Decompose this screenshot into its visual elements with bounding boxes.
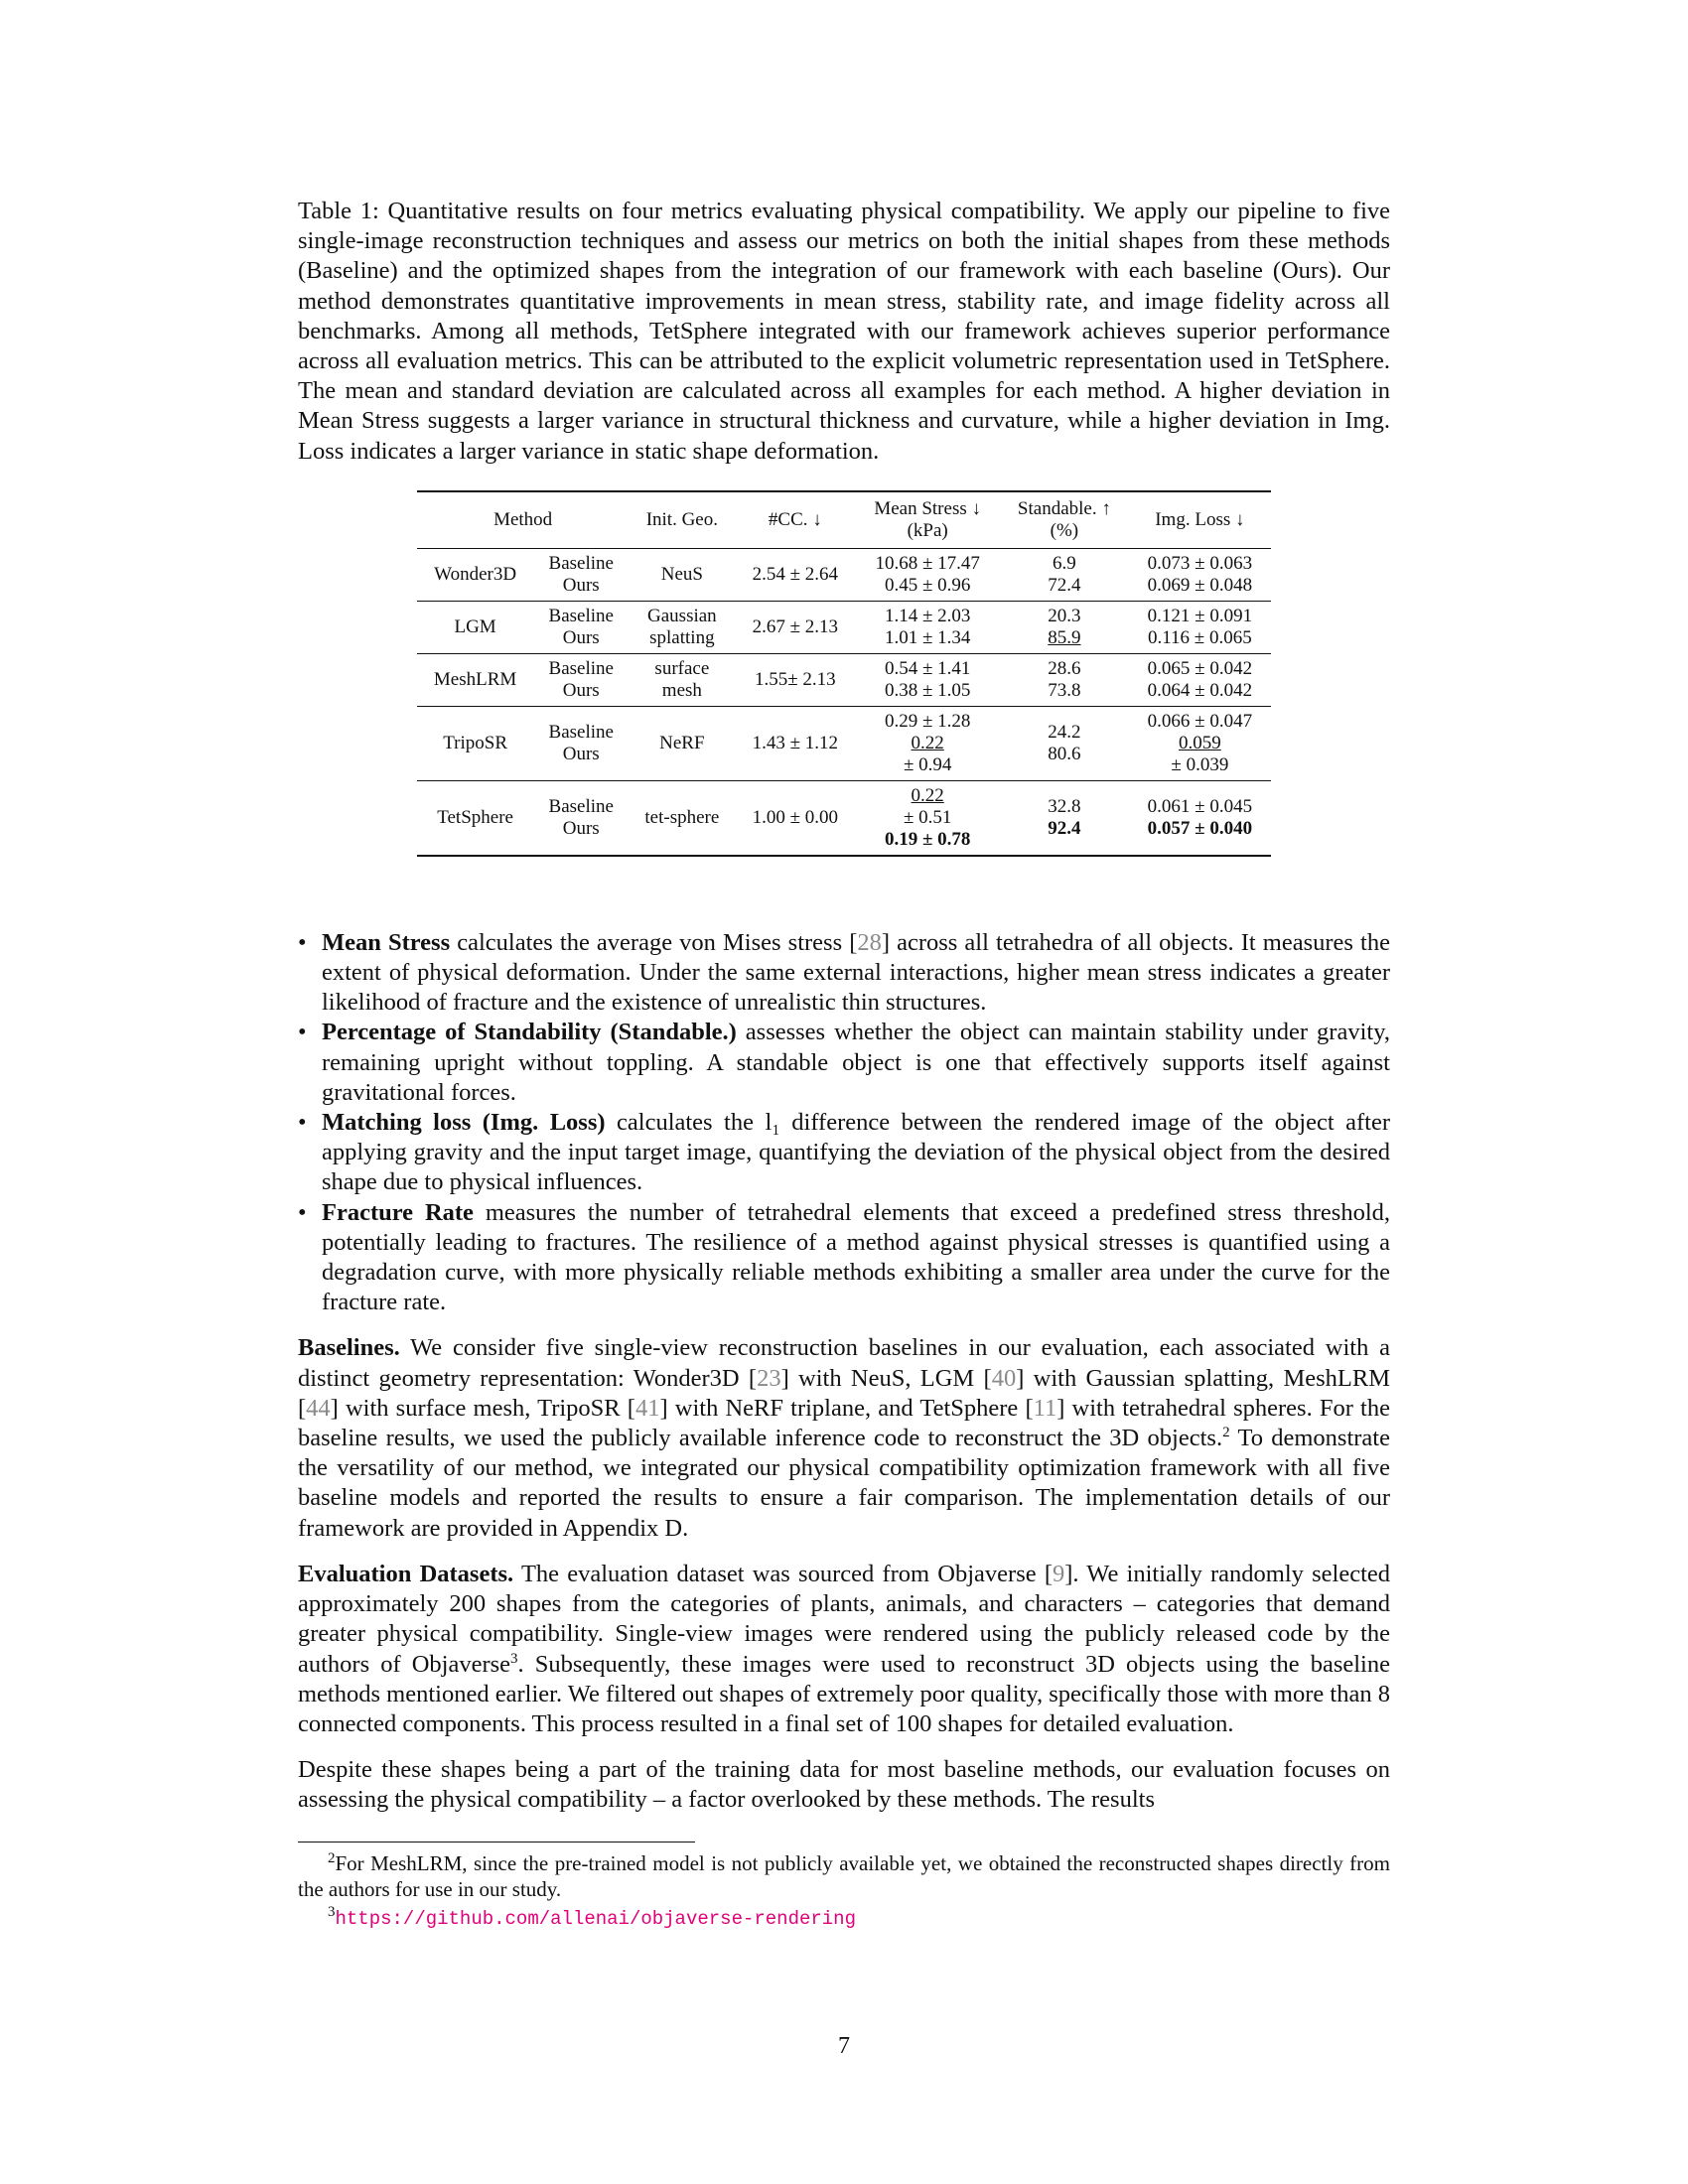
- table-header-row: [417, 491, 1271, 549]
- standable-cell: 24.2 80.6: [1048, 721, 1081, 764]
- method-name: MeshLRM: [433, 668, 517, 690]
- datasets-paragraph: Evaluation Datasets. The evaluation dataset was sourced from Objaverse [9]. We initially randomly selected approximately 200 shapes from the categories of plants, animals, and characters – categories that demand greater physical compatibility. Single-view images were rendered using the publicly released code by the authors of Objaverse$^3$. Subsequently, these images were used to reconstruct 3D objects using the baseline methods mentioned earlier. We filtered out shapes of extremely poor quality, specifically those with more than 8 connected components. This process resulted in a final set of 100 shapes for detailed evaluation.: [298, 1560, 1390, 1737]
- variant-cell: Baseline Ours: [548, 657, 614, 701]
- table-caption: Table 1: Quantitative results on four metrics evaluating physical compatibility. We apply our pipeline to five single-image reconstruction techniques and assess our metrics on both the initial shapes from these methods (Baseline) and the optimized shapes from the integration of our framework with each baseline (Ours). Our method demonstrates quantitative improvements in mean stress, stability rate, and image fidelity across all benchmarks. Among all methods, TetSphere integrated with our framework achieves superior performance across all evaluation metrics. This can be attributed to the explicit volumetric representation used in TetSphere. The mean and standard deviation are calculated across all examples for each method. A higher deviation in Mean Stress suggests a larger variance in structural thickness and curvature, while a higher deviation in Img. Loss indicates a larger variance in static shape deformation.: [298, 198, 1390, 465]
- standable-cell: 20.3 85.9: [1048, 605, 1081, 648]
- stress-cell: 10.68 ± 17.47 0.45 ± 0.96: [875, 552, 980, 596]
- init-geo-cell: tet-sphere: [644, 806, 720, 828]
- objaverse-rendering-link[interactable]: https://github.com/allenai/objaverse-rendering: [335, 1907, 856, 1930]
- footnote-mark[interactable]: 3: [510, 1650, 518, 1667]
- standable-cell: 6.9 72.4: [1048, 552, 1081, 596]
- citation-link[interactable]: 44: [306, 1394, 331, 1422]
- variant-cell: Baseline Ours: [548, 795, 614, 839]
- header-mean-stress: Mean Stress ↓ (kPa): [874, 497, 981, 541]
- init-geo-cell: NeuS: [660, 563, 703, 585]
- stress-cell: 0.22 ± 0.51 0.19 ± 0.78: [884, 784, 971, 850]
- cc-cell: 2.67 ± 2.13: [752, 615, 839, 637]
- stress-cell: 0.29 ± 1.28 0.22 ± 0.94: [884, 710, 971, 775]
- footnote-mark[interactable]: 2: [1222, 1424, 1230, 1440]
- table-row: [417, 653, 1271, 706]
- baselines-paragraph: Baselines. We consider five single-view reconstruction baselines in our evaluation, each associated with a distinct geometry representation: Wonder3D [23] with NeuS, LGM [40] with Gaussian splatting, MeshLRM [44] with surface mesh, TripoSR [41] with NeRF triplane, and TetSphere [11] with tetrahedral spheres. For the baseline results, we used the publicly available inference code to reconstruct the 3D objects.$^2$ To demonstrate the versatility of our method, we integrated our physical compatibility optimization framework with all five baseline models and reported the results to ensure a fair comparison. The implementation details of our framework are provided in Appendix D.: [298, 1334, 1390, 1542]
- list-item: • Mean Stress calculates the average von Mises stress [28] across all tetrahedra of all objects. It measures the extent of physical deformation. Under the same external interactions, higher mean stress indicates a greater likelihood of fracture and the existence of unrealistic thin structures.: [322, 928, 1390, 1019]
- method-name: Wonder3D: [434, 563, 517, 585]
- stress-cell: 0.54 ± 1.41 0.38 ± 1.05: [884, 657, 971, 701]
- cc-cell: 1.00 ± 0.00: [752, 806, 839, 828]
- metrics-list: [298, 928, 1390, 1318]
- init-geo-cell: surface mesh: [654, 657, 710, 701]
- img-loss-cell: 0.073 ± 0.063 0.069 ± 0.048: [1147, 552, 1253, 596]
- header-method: Method: [493, 508, 553, 530]
- method-name: TripoSR: [443, 732, 507, 753]
- list-item: • Fracture Rate measures the number of tetrahedral elements that exceed a predefined stress threshold, potentially leading to fractures. The resilience of a method against physical stresses is quantified using a degradation curve, with more physically reliable methods exhibiting a smaller area under the curve for the fracture rate.: [322, 1198, 1390, 1318]
- header-init-geo: Init. Geo.: [645, 508, 718, 530]
- results-paragraph: Despite these shapes being a part of the training data for most baseline methods, our evaluation focuses on assessing the physical compatibility – a factor overlooked by these methods. The results: [298, 1756, 1390, 1814]
- standable-cell: 28.6 73.8: [1048, 657, 1081, 701]
- citation-link[interactable]: 9: [1053, 1560, 1065, 1587]
- citation-link[interactable]: 28: [857, 928, 882, 956]
- cc-cell: 1.43 ± 1.12: [752, 732, 839, 753]
- header-standable: Standable. ↑ (%): [1017, 497, 1111, 541]
- table-row: [417, 780, 1271, 856]
- table-row: [417, 548, 1271, 601]
- list-item: • Percentage of Standability (Standable.) assesses whether the object can maintain stability under gravity, remaining upright without toppling. A standable object is one that effectively supports itself against gravitational forces.: [322, 1018, 1390, 1108]
- variant-cell: Baseline Ours: [548, 552, 614, 596]
- init-geo-cell: NeRF: [659, 732, 705, 753]
- table-row: [417, 601, 1271, 653]
- paper-page: [298, 197, 1390, 1932]
- page-number: 7: [838, 2033, 850, 2059]
- variant-cell: Baseline Ours: [548, 605, 614, 648]
- method-name: LGM: [454, 615, 496, 637]
- standable-cell: 32.8 92.4: [1048, 795, 1081, 839]
- cc-cell: 1.55± 2.13: [755, 668, 836, 690]
- footnote-3: $^3$https://github.com/allenai/objaverse-rendering: [328, 1903, 856, 1930]
- init-geo-cell: Gaussian splatting: [647, 605, 717, 648]
- img-loss-cell: 0.065 ± 0.042 0.064 ± 0.042: [1147, 657, 1253, 701]
- stress-cell: 1.14 ± 2.03 1.01 ± 1.34: [884, 605, 971, 648]
- footnote-divider: [298, 1842, 695, 1843]
- citation-link[interactable]: 23: [757, 1364, 781, 1392]
- header-cc: #CC. ↓: [768, 508, 822, 530]
- table-row: [417, 706, 1271, 780]
- method-name: TetSphere: [437, 806, 513, 828]
- results-table: [417, 490, 1271, 857]
- header-img-loss: Img. Loss ↓: [1155, 508, 1245, 530]
- list-item: • Matching loss (Img. Loss) calculates the l₁ difference between the rendered image of the object after applying gravity and the input target image, quantifying the deviation of the physical object from the desired shape due to physical influences.: [322, 1108, 1390, 1198]
- cc-cell: 2.54 ± 2.64: [752, 563, 839, 585]
- citation-link[interactable]: 41: [634, 1394, 660, 1422]
- citation-link[interactable]: 11: [1033, 1394, 1057, 1422]
- img-loss-cell: 0.061 ± 0.045 0.057 ± 0.040: [1147, 795, 1253, 839]
- img-loss-cell: 0.121 ± 0.091 0.116 ± 0.065: [1147, 605, 1253, 648]
- img-loss-cell: 0.066 ± 0.047 0.059 ± 0.039: [1147, 710, 1253, 775]
- variant-cell: Baseline Ours: [548, 721, 614, 764]
- citation-link[interactable]: 40: [991, 1364, 1017, 1392]
- footnote-2: $^2$For MeshLRM, since the pre-trained model is not publicly available yet, we obtained the reconstructed shapes directly from the authors for use in our study.: [298, 1849, 1390, 1901]
